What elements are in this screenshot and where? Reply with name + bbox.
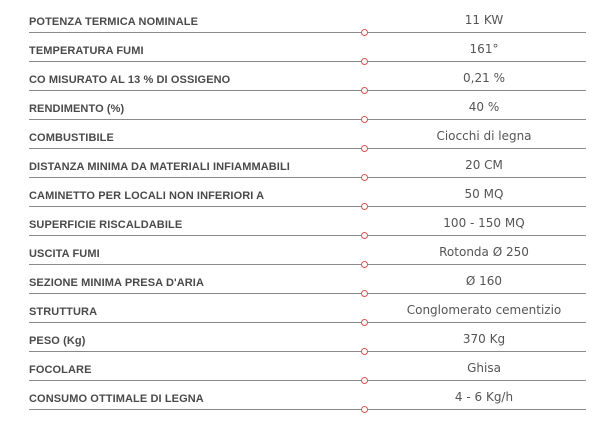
- spec-table: [0, 7, 600, 413]
- spec-row-co: [0, 65, 600, 94]
- spec-value: 4 - 6 Kg/h: [454, 390, 514, 404]
- circle-marker-icon: [361, 87, 368, 94]
- spec-value: 100 - 150 MQ: [443, 216, 525, 230]
- spec-value: Rotonda Ø 250: [439, 245, 529, 259]
- spec-value: Conglomerato cementizio: [406, 303, 562, 317]
- spec-row-consumo: [0, 384, 600, 413]
- circle-marker-icon: [361, 29, 368, 36]
- spec-value: 40 %: [468, 100, 500, 114]
- spec-label: POTENZA TERMICA NOMINALE: [29, 16, 199, 28]
- circle-marker-icon: [361, 261, 368, 268]
- row-divider: [29, 61, 586, 62]
- row-divider: [29, 351, 586, 352]
- circle-marker-icon: [361, 145, 368, 152]
- spec-label: CO MISURATO AL 13 % DI OSSIGENO: [29, 74, 231, 86]
- spec-value: Ciocchi di legna: [436, 129, 532, 143]
- row-divider: [29, 206, 586, 207]
- spec-label: STRUTTURA: [29, 306, 98, 318]
- circle-marker-icon: [361, 116, 368, 123]
- spec-row-struttura: [0, 297, 600, 326]
- spec-label: USCITA FUMI: [29, 248, 100, 260]
- spec-row-superficie: [0, 210, 600, 239]
- spec-value: 370 Kg: [462, 332, 506, 346]
- row-divider: [29, 235, 586, 236]
- row-divider: [29, 264, 586, 265]
- spec-value: 161°: [469, 42, 499, 56]
- row-divider: [29, 32, 586, 33]
- row-divider: [29, 90, 586, 91]
- row-divider: [29, 409, 586, 410]
- circle-marker-icon: [361, 377, 368, 384]
- circle-marker-icon: [361, 348, 368, 355]
- row-divider: [29, 293, 586, 294]
- row-divider: [29, 322, 586, 323]
- spec-label: FOCOLARE: [29, 364, 92, 376]
- circle-marker-icon: [361, 290, 368, 297]
- spec-label: DISTANZA MINIMA DA MATERIALI INFIAMMABILI: [29, 161, 290, 173]
- spec-row-focolare: [0, 355, 600, 384]
- circle-marker-icon: [361, 203, 368, 210]
- spec-label: COMBUSTIBILE: [29, 132, 114, 144]
- spec-row-combustibile: [0, 123, 600, 152]
- spec-row-temperatura: [0, 36, 600, 65]
- spec-value: 0,21 %: [463, 71, 505, 85]
- circle-marker-icon: [361, 174, 368, 181]
- spec-label: PESO (Kg): [29, 335, 86, 347]
- spec-value: 20 CM: [465, 158, 503, 172]
- row-divider: [29, 148, 586, 149]
- spec-row-peso: [0, 326, 600, 355]
- spec-value: Ø 160: [465, 274, 503, 288]
- spec-label: SUPERFICIE RISCALDABILE: [29, 219, 183, 231]
- circle-marker-icon: [361, 232, 368, 239]
- spec-value: 50 MQ: [464, 187, 504, 201]
- circle-marker-icon: [361, 406, 368, 413]
- spec-row-sezione: [0, 268, 600, 297]
- spec-label: RENDIMENTO (%): [29, 103, 125, 115]
- circle-marker-icon: [361, 319, 368, 326]
- spec-label: SEZIONE MINIMA PRESA D'ARIA: [29, 277, 205, 289]
- circle-marker-icon: [361, 58, 368, 65]
- spec-label: CAMINETTO PER LOCALI NON INFERIORI A: [29, 190, 265, 202]
- row-divider: [29, 380, 586, 381]
- spec-value: Ghisa: [467, 361, 501, 375]
- spec-row-potenza: [0, 7, 600, 36]
- spec-row-distanza: [0, 152, 600, 181]
- spec-value: 11 KW: [464, 13, 504, 27]
- spec-label: CONSUMO OTTIMALE DI LEGNA: [29, 393, 204, 405]
- spec-row-rendimento: [0, 94, 600, 123]
- spec-label: TEMPERATURA FUMI: [29, 45, 144, 57]
- spec-row-caminetto: [0, 181, 600, 210]
- row-divider: [29, 119, 586, 120]
- spec-row-uscita-fumi: [0, 239, 600, 268]
- row-divider: [29, 177, 586, 178]
